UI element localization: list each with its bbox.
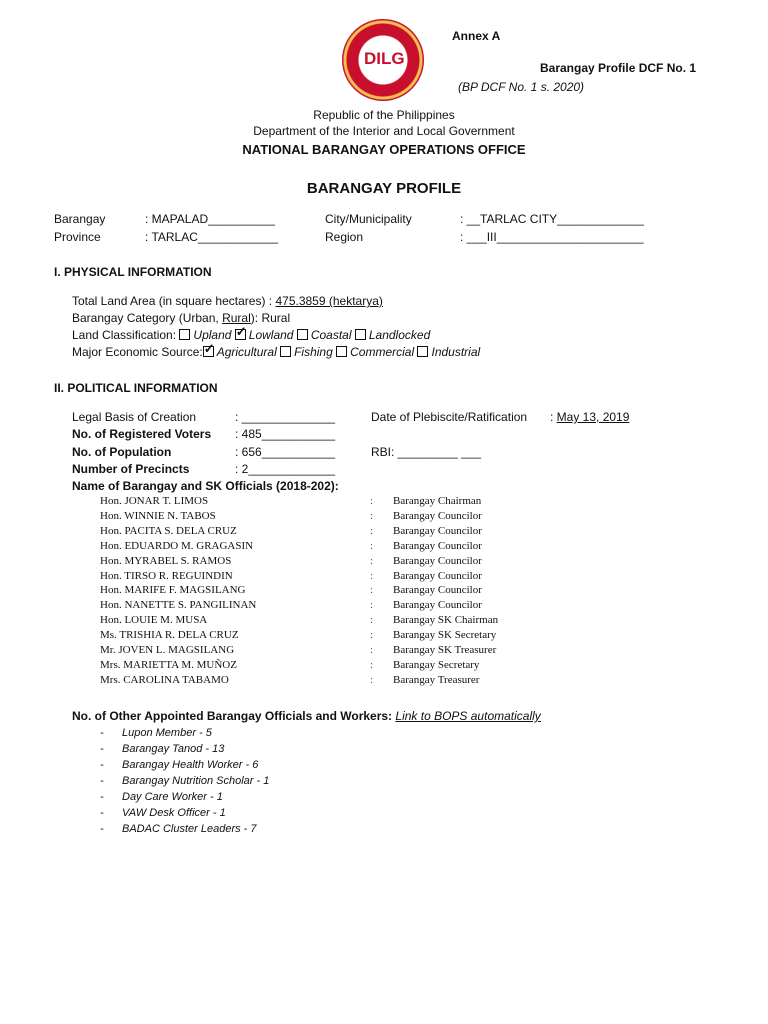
official-position: Barangay Councilor	[393, 569, 482, 582]
official-position: Barangay SK Treasurer	[393, 644, 497, 657]
landlocked-checkbox[interactable]	[355, 329, 366, 340]
official-name: Hon. TIRSO R. REGUINDIN	[100, 569, 233, 582]
category-underlined: Rural	[222, 311, 251, 325]
land-area-value: 475.3859 (hektarya)	[275, 294, 383, 308]
bops-link[interactable]: Link to BOPS automatically	[395, 709, 541, 723]
landlocked-label: Landlocked	[368, 328, 431, 342]
list-item: - Lupon Member - 5	[100, 727, 212, 739]
land-class-label: Land Classification:	[72, 328, 177, 342]
voters-label: No. of Registered Voters	[72, 427, 212, 441]
barangay-label: Barangay	[54, 212, 106, 226]
annex-label: Annex A	[452, 29, 501, 43]
coastal-checkbox[interactable]	[297, 329, 308, 340]
list-item: - Day Care Worker - 1	[100, 791, 223, 803]
official-name: Hon. NANETTE S. PANGILINAN	[100, 599, 257, 612]
appointed-row	[72, 709, 541, 723]
agricultural-label: Agricultural	[216, 345, 277, 359]
official-position: Barangay SK Chairman	[393, 614, 499, 627]
land-area-row	[72, 294, 383, 308]
land-area-label: Total Land Area (in square hectares) :	[72, 294, 273, 308]
officials-positions	[393, 494, 498, 688]
office-line: NATIONAL BARANGAY OPERATIONS OFFICE	[242, 142, 526, 157]
plebiscite-label: Date of Plebiscite/Ratification	[371, 410, 528, 424]
official-position: Barangay Councilor	[393, 539, 482, 552]
official-name: Ms. TRISHIA R. DELA CRUZ	[100, 629, 239, 642]
list-item: - VAW Desk Officer - 1	[100, 807, 226, 819]
official-name: Hon. MARIFE F. MAGSILANG	[100, 584, 246, 597]
officials-heading: Name of Barangay and SK Officials (2018-202):	[72, 479, 339, 493]
official-position: Barangay Treasurer	[393, 673, 480, 686]
official-position: Barangay Councilor	[393, 509, 482, 522]
land-class-row	[72, 328, 430, 342]
form-subtitle: (BP DCF No. 1 s. 2020)	[458, 80, 585, 94]
category-row	[72, 311, 290, 325]
department-line: Department of the Interior and Local Government	[253, 124, 515, 138]
rbi-field: RBI: _________ ___	[371, 445, 482, 459]
population-label: No. of Population	[72, 445, 172, 459]
commercial-checkbox[interactable]	[336, 346, 347, 357]
industrial-label: Industrial	[431, 345, 481, 359]
logo-text: DILG	[364, 49, 405, 68]
voters-value: : 485___________	[235, 427, 336, 441]
official-name: Hon. JONAR T. LIMOS	[100, 495, 209, 507]
official-position: Barangay Councilor	[393, 554, 482, 567]
official-position: Barangay Chairman	[393, 495, 482, 507]
lowland-checkbox[interactable]	[235, 329, 246, 340]
appointed-list	[100, 725, 269, 837]
page-title: BARANGAY PROFILE	[306, 180, 462, 197]
dilg-seal-logo	[342, 19, 424, 101]
officials-colons: : : : : : : : : : : : : :	[370, 495, 374, 686]
category-value: ): Rural	[250, 311, 291, 325]
list-item: - BADAC Cluster Leaders - 7	[100, 823, 257, 835]
official-name: Hon. LOUIE M. MUSA	[100, 614, 208, 627]
official-name: Mr. JOVEN L. MAGSILANG	[100, 644, 235, 657]
legal-basis-label: Legal Basis of Creation	[72, 410, 197, 424]
precincts-label: Number of Precincts	[72, 462, 190, 476]
form-title: Barangay Profile DCF No. 1	[540, 61, 697, 75]
list-item: - Barangay Nutrition Scholar - 1	[100, 775, 270, 787]
official-name: Mrs. CAROLINA TABAMO	[100, 673, 229, 686]
fishing-checkbox[interactable]	[280, 346, 291, 357]
official-name: Hon. WINNIE N. TABOS	[100, 509, 216, 522]
official-name: Hon. EDUARDO M. GRAGASIN	[100, 539, 254, 552]
upland-checkbox[interactable]	[179, 329, 190, 340]
precincts-value: : 2_____________	[235, 462, 336, 476]
official-position: Barangay Councilor	[393, 524, 482, 537]
commercial-label: Commercial	[350, 345, 415, 359]
region-value: : ___III______________________	[460, 230, 644, 244]
physical-heading: I. PHYSICAL INFORMATION	[54, 265, 212, 279]
city-label: City/Municipality	[325, 212, 412, 226]
appointed-label: No. of Other Appointed Barangay Officials and Workers:	[72, 709, 393, 723]
city-value: : __TARLAC CITY_____________	[460, 212, 644, 226]
official-name: Mrs. MARIETTA M. MUÑOZ	[100, 658, 237, 671]
region-label: Region	[325, 230, 364, 244]
official-name: Hon. MYRABEL S. RAMOS	[100, 554, 232, 567]
republic-line: Republic of the Philippines	[313, 108, 455, 122]
legal-basis-value: : ______________	[235, 410, 336, 424]
plebiscite-value: May 13, 2019	[556, 410, 630, 424]
agricultural-checkbox[interactable]	[203, 346, 214, 357]
province-label: Province	[54, 230, 101, 244]
upland-label: Upland	[193, 328, 232, 342]
economic-label: Major Economic Source:	[72, 345, 203, 359]
official-position: Barangay Councilor	[393, 599, 482, 612]
official-position: Barangay Councilor	[393, 584, 482, 597]
political-heading: II. POLITICAL INFORMATION	[54, 381, 218, 395]
province-value: : TARLAC____________	[145, 230, 278, 244]
official-position: Barangay SK Secretary	[393, 629, 497, 642]
fishing-label: Fishing	[294, 345, 333, 359]
industrial-checkbox[interactable]	[417, 346, 428, 357]
lowland-label: Lowland	[248, 328, 294, 342]
economic-row	[72, 345, 480, 359]
population-value: : 656___________	[235, 445, 336, 459]
list-item: - Barangay Health Worker - 6	[100, 759, 259, 771]
list-item: - Barangay Tanod - 13	[100, 743, 225, 755]
barangay-value: : MAPALAD__________	[145, 212, 275, 226]
official-name: Hon. PACITA S. DELA CRUZ	[100, 524, 237, 537]
category-label: Barangay Category (Urban,	[72, 311, 219, 325]
coastal-label: Coastal	[310, 328, 352, 342]
official-position: Barangay Secretary	[393, 658, 480, 671]
officials-names	[100, 494, 256, 688]
